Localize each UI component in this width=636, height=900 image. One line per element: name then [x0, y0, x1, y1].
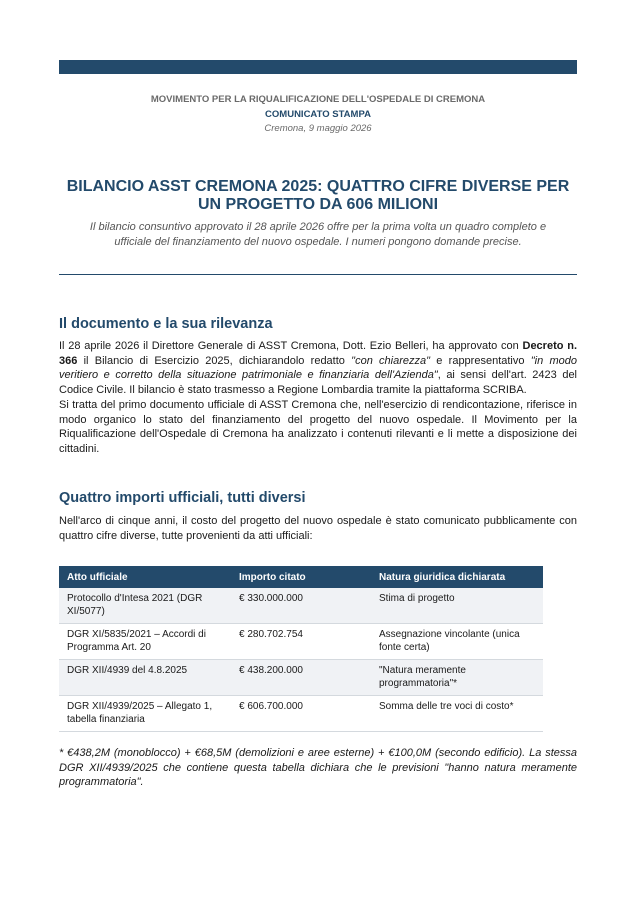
section-heading-amounts: Quattro importi ufficiali, tutti diversi — [59, 490, 306, 506]
cell-nature: Stima di progetto — [371, 588, 543, 624]
amounts-table — [59, 566, 543, 732]
cell-act: DGR XII/4939/2025 – Allegato 1, tabella finanziaria — [59, 696, 231, 732]
paragraph-decree — [59, 339, 577, 397]
title-line-2: UN PROGETTO DA 606 MILIONI — [197, 196, 439, 213]
section-heading-document: Il documento e la sua rilevanza — [59, 316, 273, 332]
table-row — [59, 660, 543, 696]
paragraph-amounts-intro: Nell'arco di cinque anni, il costo del progetto del nuovo ospedale è stato comunicato pubblicamente con quattro cifre diverse, tutte provenienti da atti ufficiali: — [59, 515, 577, 542]
page-title — [59, 178, 577, 214]
cell-amount: € 606.700.000 — [231, 696, 371, 732]
text-run: , ai sensi dell'art. 2423 del Codice Civile. Il bilancio è stato trasmesso a Regione Lombardia tramite la piattaforma SCRIBA. — [59, 369, 578, 396]
cell-nature: Somma delle tre voci di costo* — [371, 696, 543, 732]
cell-act: DGR XII/4939 del 4.8.2025 — [59, 660, 231, 696]
text-run: il Bilancio di Esercizio 2025, dichiarandolo redatto — [77, 354, 352, 367]
column-header-act: Atto ufficiale — [59, 566, 231, 588]
paragraph-first-document: Si tratta del primo documento ufficiale di ASST Cremona che, nell'esercizio di rendicontazione, riferisce in modo organico lo stato del finanziamento del progetto del nuovo ospedale. Il Movimento per la Riqualificazione dell'Ospedale di Cremona ha analizzato i contenuti rilevanti e li mette a disposizione dei cittadini. — [59, 399, 577, 455]
lead-line-2: ufficiale del finanziamento del nuovo ospedale. I numeri pongono domande precise. — [114, 236, 522, 248]
cell-amount: € 330.000.000 — [231, 588, 371, 624]
decree-number: Decreto n. 366 — [59, 340, 577, 367]
cell-act: DGR XI/5835/2021 – Accordi di Programma Art. 20 — [59, 624, 231, 660]
document-type: COMUNICATO STAMPA — [265, 109, 371, 120]
quote-chiarezza: "con chiarezza" — [351, 354, 431, 367]
table-row — [59, 588, 543, 624]
cell-amount: € 438.200.000 — [231, 660, 371, 696]
cell-act: Protocollo d'Intesa 2021 (DGR XI/5077) — [59, 588, 231, 624]
place-date: Cremona, 9 maggio 2026 — [264, 123, 372, 134]
column-header-nature: Natura giuridica dichiarata — [371, 566, 543, 588]
lead-paragraph — [59, 220, 577, 250]
quote-veritiero: "in modo veritiero e corretto della situazione patrimoniale e finanziaria dell'Azienda" — [59, 354, 577, 381]
top-banner-bar — [59, 60, 577, 74]
divider — [59, 274, 577, 275]
text-run: e rappresentativo — [430, 354, 531, 367]
table-footnote: * €438,2M (monoblocco) + €68,5M (demolizioni e aree esterne) + €100,0M (secondo edificio). La stessa DGR XII/4939/2025 che contiene questa tabella dichiara che le previsioni "hanno natura meramente programmatoria". — [59, 747, 577, 788]
table-row — [59, 696, 543, 732]
cell-nature: "Natura meramente programmatoria"* — [371, 660, 543, 696]
table-header-row — [59, 566, 543, 588]
organization-name: MOVIMENTO PER LA RIQUALIFICAZIONE DELL'OSPEDALE DI CREMONA — [150, 94, 486, 105]
table-row — [59, 624, 543, 660]
lead-line-1: Il bilancio consuntivo approvato il 28 aprile 2026 offre per la prima volta un quadro completo e — [89, 221, 547, 233]
column-header-amount: Importo citato — [231, 566, 371, 588]
cell-amount: € 280.702.754 — [231, 624, 371, 660]
cell-nature: Assegnazione vincolante (unica fonte certa) — [371, 624, 543, 660]
title-line-1: BILANCIO ASST CREMONA 2025: QUATTRO CIFRE DIVERSE PER — [66, 178, 570, 195]
text-run: Il 28 aprile 2026 il Direttore Generale di ASST Cremona, Dott. Ezio Belleri, ha approvato con — [59, 340, 523, 352]
